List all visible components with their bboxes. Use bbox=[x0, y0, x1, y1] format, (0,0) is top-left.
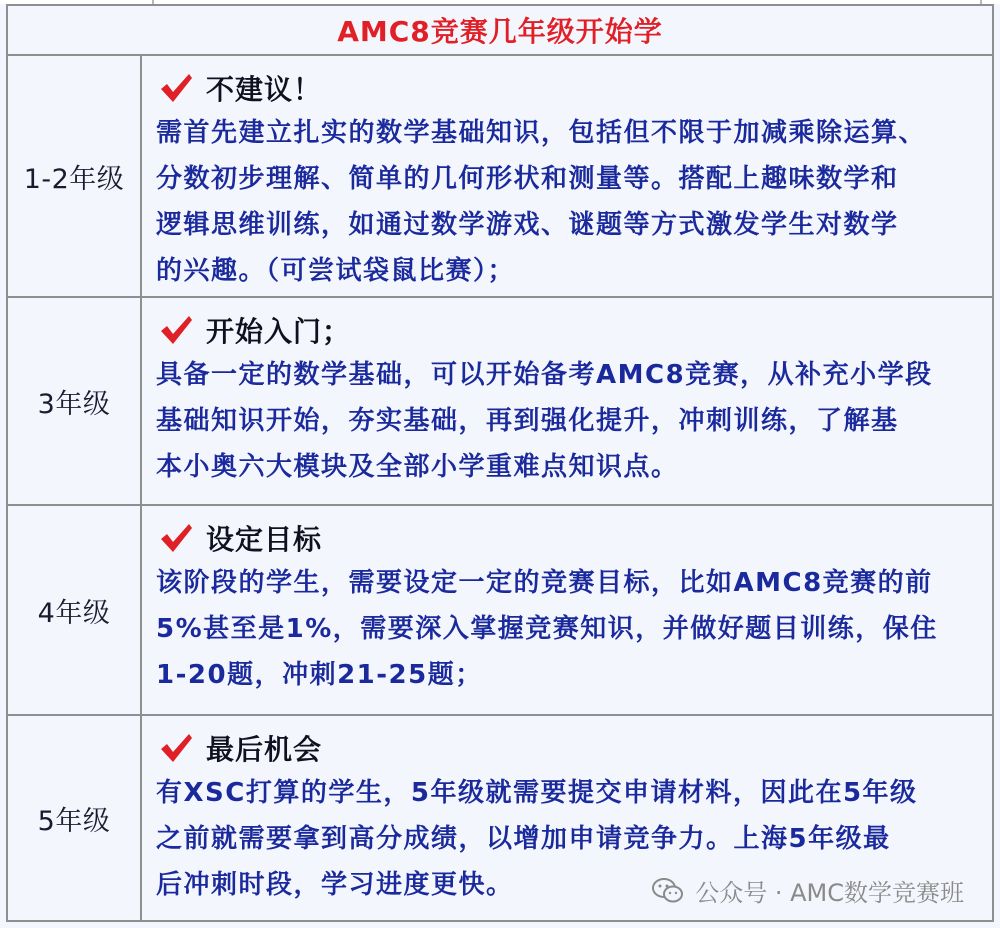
grade-cell bbox=[8, 56, 142, 296]
checkmark-icon bbox=[158, 70, 194, 106]
table-row bbox=[8, 298, 992, 506]
grade-label: 5年级 bbox=[37, 805, 111, 837]
row-body-text: 有XSC打算的学生，5年级就需要提交申请材料，因此在5年级 之前就需要拿到高分成绩，以增加申请竞争力。上海5年级最 后冲刺时段，学习进度更快。 bbox=[156, 778, 918, 900]
grade-label: 4年级 bbox=[37, 597, 111, 629]
grade-label: 1-2年级 bbox=[23, 163, 125, 195]
wechat-icon bbox=[651, 874, 685, 908]
checkmark-icon bbox=[158, 730, 194, 766]
table-row bbox=[8, 506, 992, 716]
content-cell bbox=[144, 56, 990, 296]
heading-text: 开始入门； bbox=[206, 315, 352, 348]
content-cell bbox=[144, 506, 990, 714]
grade-cell bbox=[8, 298, 142, 504]
row-heading bbox=[158, 518, 322, 558]
heading-text: 设定目标 bbox=[206, 523, 323, 556]
table-header bbox=[8, 6, 992, 56]
checkmark-icon bbox=[158, 520, 194, 556]
grade-label: 3年级 bbox=[37, 388, 111, 420]
heading-text: 最后机会 bbox=[206, 733, 323, 766]
row-body-text: 需首先建立扎实的数学基础知识，包括但不限于加减乘除运算、 分数初步理解、简单的几何形状和测量等。搭配上趣味数学和 逻辑思维训练，如通过数学游戏、谜题等方式激发学生对数学 的兴趣。（可尝试袋鼠比赛）； bbox=[156, 118, 927, 286]
table-row bbox=[8, 56, 992, 298]
grade-table bbox=[6, 4, 994, 922]
watermark-text: 公众号 · AMC数学竞赛班 bbox=[695, 879, 964, 907]
row-heading bbox=[158, 310, 351, 350]
watermark bbox=[651, 873, 964, 908]
row-body-text: 该阶段的学生，需要设定一定的竞赛目标，比如AMC8竞赛的前 5%甚至是1%，需要深入掌握竞赛知识，并做好题目训练，保住 1-20题，冲刺21-25题； bbox=[156, 568, 938, 690]
row-body-text: 具备一定的数学基础，可以开始备考AMC8竞赛，从补充小学段 基础知识开始，夯实基础，再到强化提升，冲刺训练，了解基 本小奥六大模块及全部小学重难点知识点。 bbox=[156, 360, 933, 482]
content-cell bbox=[144, 298, 990, 504]
row-heading bbox=[158, 68, 322, 108]
row-heading bbox=[158, 728, 322, 768]
grade-cell bbox=[8, 506, 142, 714]
heading-text: 不建议！ bbox=[206, 73, 323, 106]
grade-cell bbox=[8, 716, 142, 920]
table-title: AMC8竞赛几年级开始学 bbox=[337, 15, 663, 48]
checkmark-icon bbox=[158, 312, 194, 348]
